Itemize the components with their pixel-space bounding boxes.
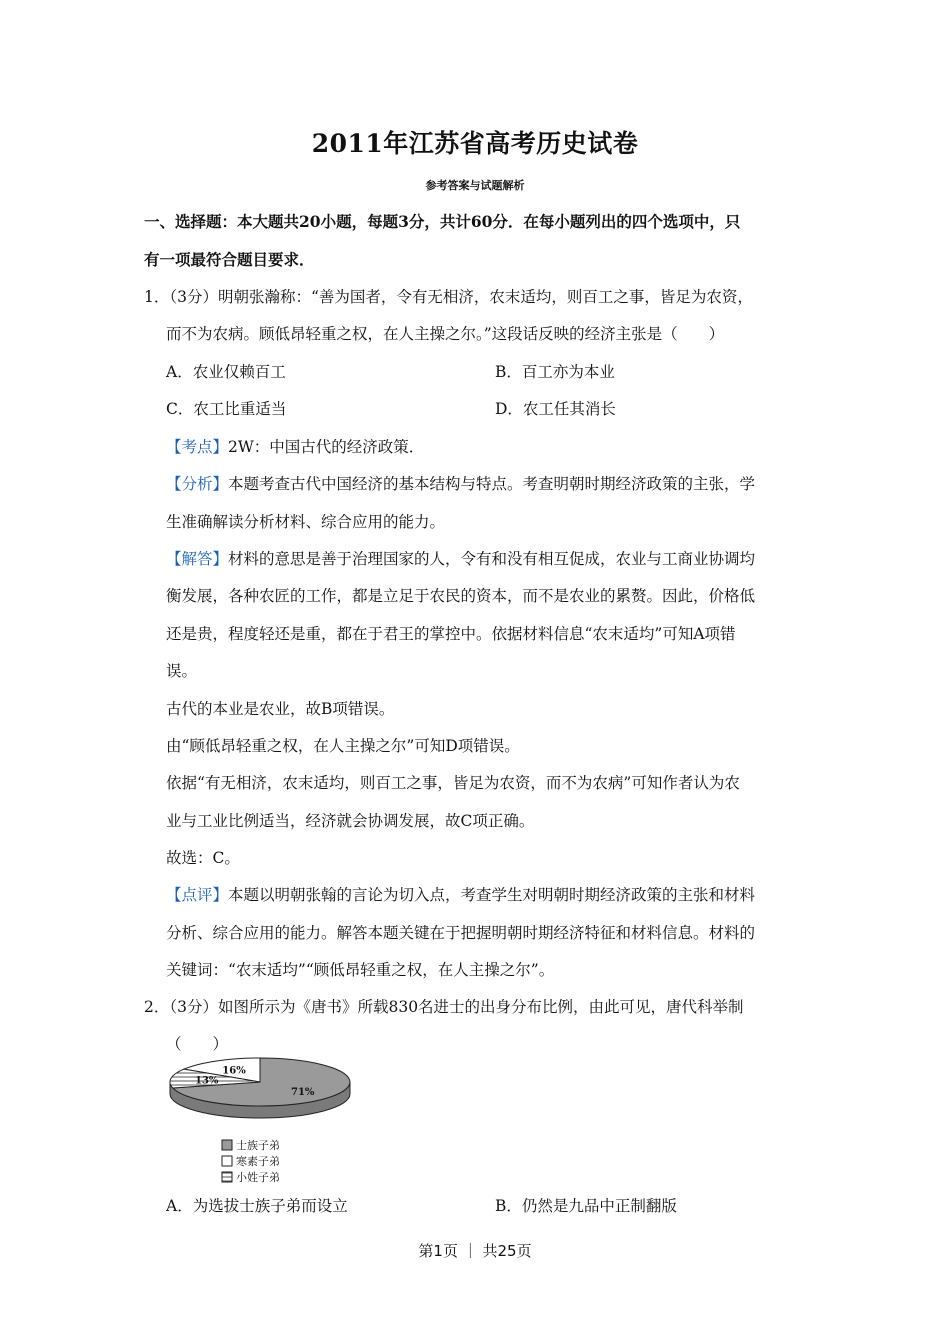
section-heading-line-1: 一、选择题：本大题共20小题，每题3分，共计60分．在每小题列出的四个选项中，只 [144, 212, 741, 231]
q1-stem-line-1: 1．（3分）明朝张瀚称：“善为国者，令有无相济，农末适均，则百工之事，皆足为农资， [144, 288, 753, 306]
q1-jieda-line-1 [166, 549, 755, 569]
legend-label-1: 士族子弟 [236, 1139, 280, 1152]
document-title: 2011年江苏省高考历史试卷 [311, 129, 639, 158]
legend-swatch-2 [222, 1156, 232, 1166]
legend-swatch-1 [222, 1140, 232, 1150]
q1-option-d: D．农工任其消长 [495, 400, 616, 418]
jieda-text-1: 材料的意思是善于治理国家的人，令有和没有相互促成，农业与工商业协调均 [228, 550, 756, 568]
document-subtitle: 参考答案与试题解析 [425, 179, 525, 192]
section-heading-line-2: 有一项最符合题目要求． [144, 250, 315, 269]
kaodian-text: 2W：中国古代的经济政策． [228, 438, 425, 456]
q1-jieda-line-5: 古代的本业是农业，故B项错误。 [166, 700, 395, 718]
legend-label-2: 寒素子弟 [236, 1155, 280, 1168]
q1-jieda-line-8: 业与工业比例适当，经济就会协调发展，故C项正确。 [166, 812, 535, 830]
q1-kaodian [166, 437, 424, 457]
q2-option-a: A．为选拔士族子弟而设立 [166, 1197, 348, 1215]
legend-label-3: 小姓子弟 [236, 1171, 280, 1184]
q1-stem-line-2: 而不为农病。顾低昂轻重之权，在人主操之尔。”这段话反映的经济主张是（ ） [166, 325, 725, 343]
kaodian-tag: 【考点】 [166, 438, 229, 456]
q1-option-a: A．农业仅赖百工 [166, 363, 286, 381]
q1-jieda-line-3: 还是贵，程度轻还是重，都在于君王的掌控中。依据材料信息“农末适均”可知A项错 [166, 625, 736, 643]
q2-stem-line-2: （ ） [166, 1035, 229, 1053]
q2-stem-line-1: 2．（3分）如图所示为《唐书》所载830名进士的出身分布比例，由此可见，唐代科举制 [144, 998, 744, 1016]
fenxi-text-1: 本题考查古代中国经济的基本结构与特点。考查明朝时期经济政策的主张，学 [228, 475, 756, 493]
q1-jieda-line-2: 衡发展，各种农匠的工作，都是立足于农民的资本，而不是农业的累赘。因此，价格低 [166, 587, 756, 605]
q1-jieda-line-7: 依据“有无相济，农末适均，则百工之事，皆足为农资，而不为农病”可知作者认为农 [166, 774, 740, 792]
q1-option-b: B．百工亦为本业 [495, 363, 615, 381]
q1-fenxi-line-1 [166, 474, 755, 494]
q1-dianping-line-2: 分析、综合应用的能力。解答本题关键在于把握明朝时期经济特征和材料信息。材料的 [166, 924, 756, 942]
jieda-tag: 【解答】 [166, 550, 229, 568]
q1-jieda-line-9: 故选：C。 [166, 849, 240, 867]
q2-option-b: B．仍然是九品中正制翻版 [495, 1197, 677, 1215]
q1-dianping-line-1 [166, 885, 755, 905]
dianping-tag: 【点评】 [166, 886, 229, 904]
page-footer: 第1页 ｜ 共25页 [418, 1242, 532, 1260]
pie-chart [160, 1052, 360, 1192]
dianping-text-1: 本题以明朝张翰的言论为切入点，考查学生对明朝时期经济政策的主张和材料 [228, 886, 756, 904]
pie-label-1: 71% [290, 1086, 315, 1098]
q1-option-c: C．农工比重适当 [166, 400, 287, 418]
q1-jieda-line-6: 由“顾低昂轻重之权，在人主操之尔”可知D项错误。 [166, 737, 520, 755]
q1-fenxi-line-2: 生准确解读分析材料、综合应用的能力。 [166, 513, 446, 531]
q1-dianping-line-3: 关键词：“农末适均”“顾低昂轻重之权，在人主操之尔”。 [166, 961, 555, 979]
pie-label-3: 13% [194, 1075, 219, 1087]
pie-label-2: 16% [222, 1065, 246, 1077]
q1-jieda-line-4: 误。 [166, 662, 198, 680]
legend-swatch-3 [222, 1172, 232, 1182]
fenxi-tag: 【分析】 [166, 475, 229, 493]
